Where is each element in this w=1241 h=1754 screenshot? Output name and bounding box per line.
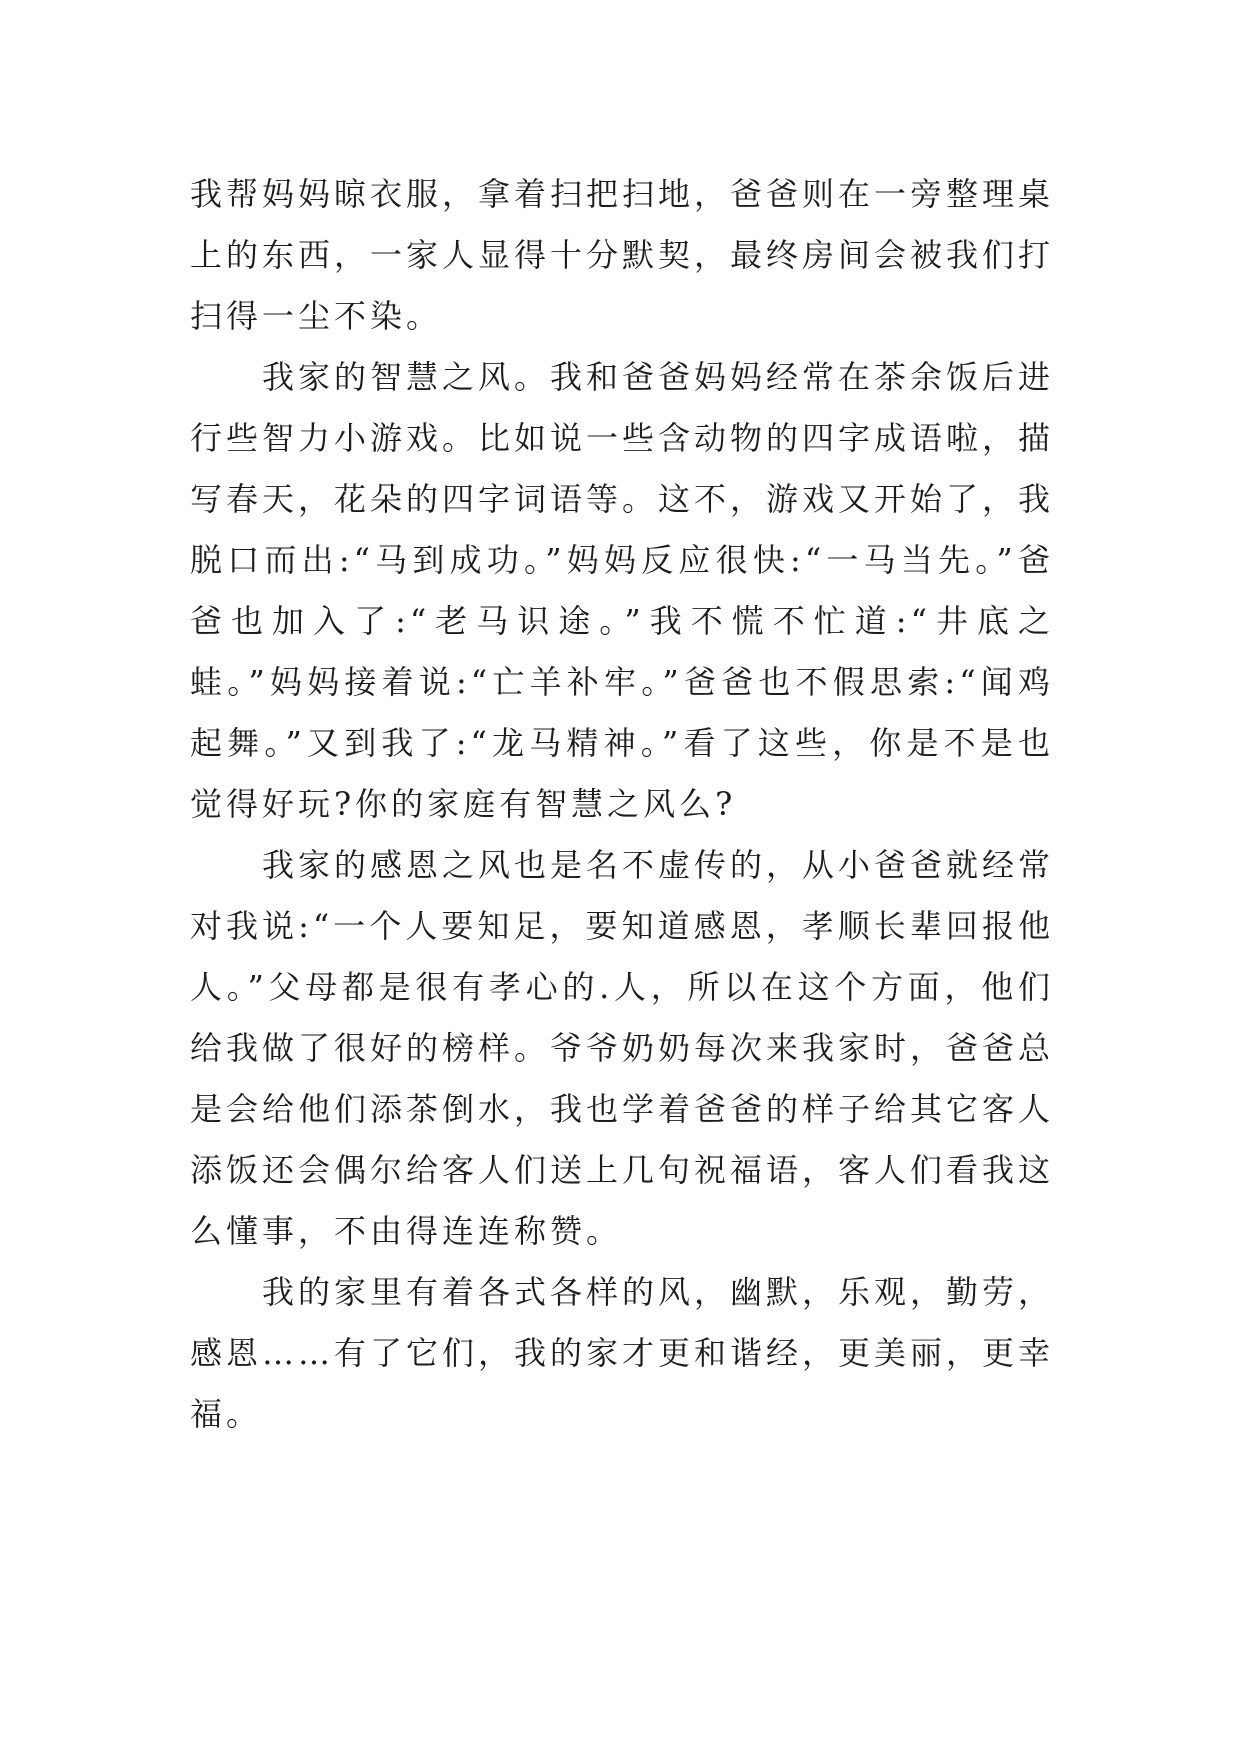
document-body [190, 164, 1054, 1445]
paragraph-continued: 我帮妈妈晾衣服，拿着扫把扫地，爸爸则在一旁整理桌上的东西，一家人显得十分默契，最终房间会被我们打扫得一尘不染。 [190, 175, 1055, 335]
paragraph-wisdom: 我家的智慧之风。我和爸爸妈妈经常在茶余饭后进行些智力小游戏。比如说一些含动物的四字成语啦，描写春天，花朵的四字词语等。这不，游戏又开始了，我脱口而出:“马到成功。”妈妈反应很快:“一马当先。”爸爸也加入了:“老马识途。”我不慌不忙道:“井底之蛙。”妈妈接着说:“亡羊补牢。”爸爸也不假思索:“闻鸡起舞。”又到我了:“龙马精神。”看了这些，你是不是也觉得好玩?你的家庭有智慧之风么? [190, 358, 1055, 823]
paragraph-gratitude: 我家的感恩之风也是名不虚传的，从小爸爸就经常对我说:“一个人要知足，要知道感恩，孝顺长辈回报他人。”父母都是很有孝心的.人，所以在这个方面，他们给我做了很好的榜样。爷爷奶奶每次来我家时，爸爸总是会给他们添茶倒水，我也学着爸爸的样子给其它客人添饭还会偶尔给客人们送上几句祝福语，客人们看我这么懂事，不由得连连称赞。 [190, 846, 1055, 1250]
paragraph-conclusion: 我的家里有着各式各样的风，幽默，乐观，勤劳，感恩……有了它们，我的家才更和谐经，更美丽，更幸福。 [190, 1273, 1055, 1433]
